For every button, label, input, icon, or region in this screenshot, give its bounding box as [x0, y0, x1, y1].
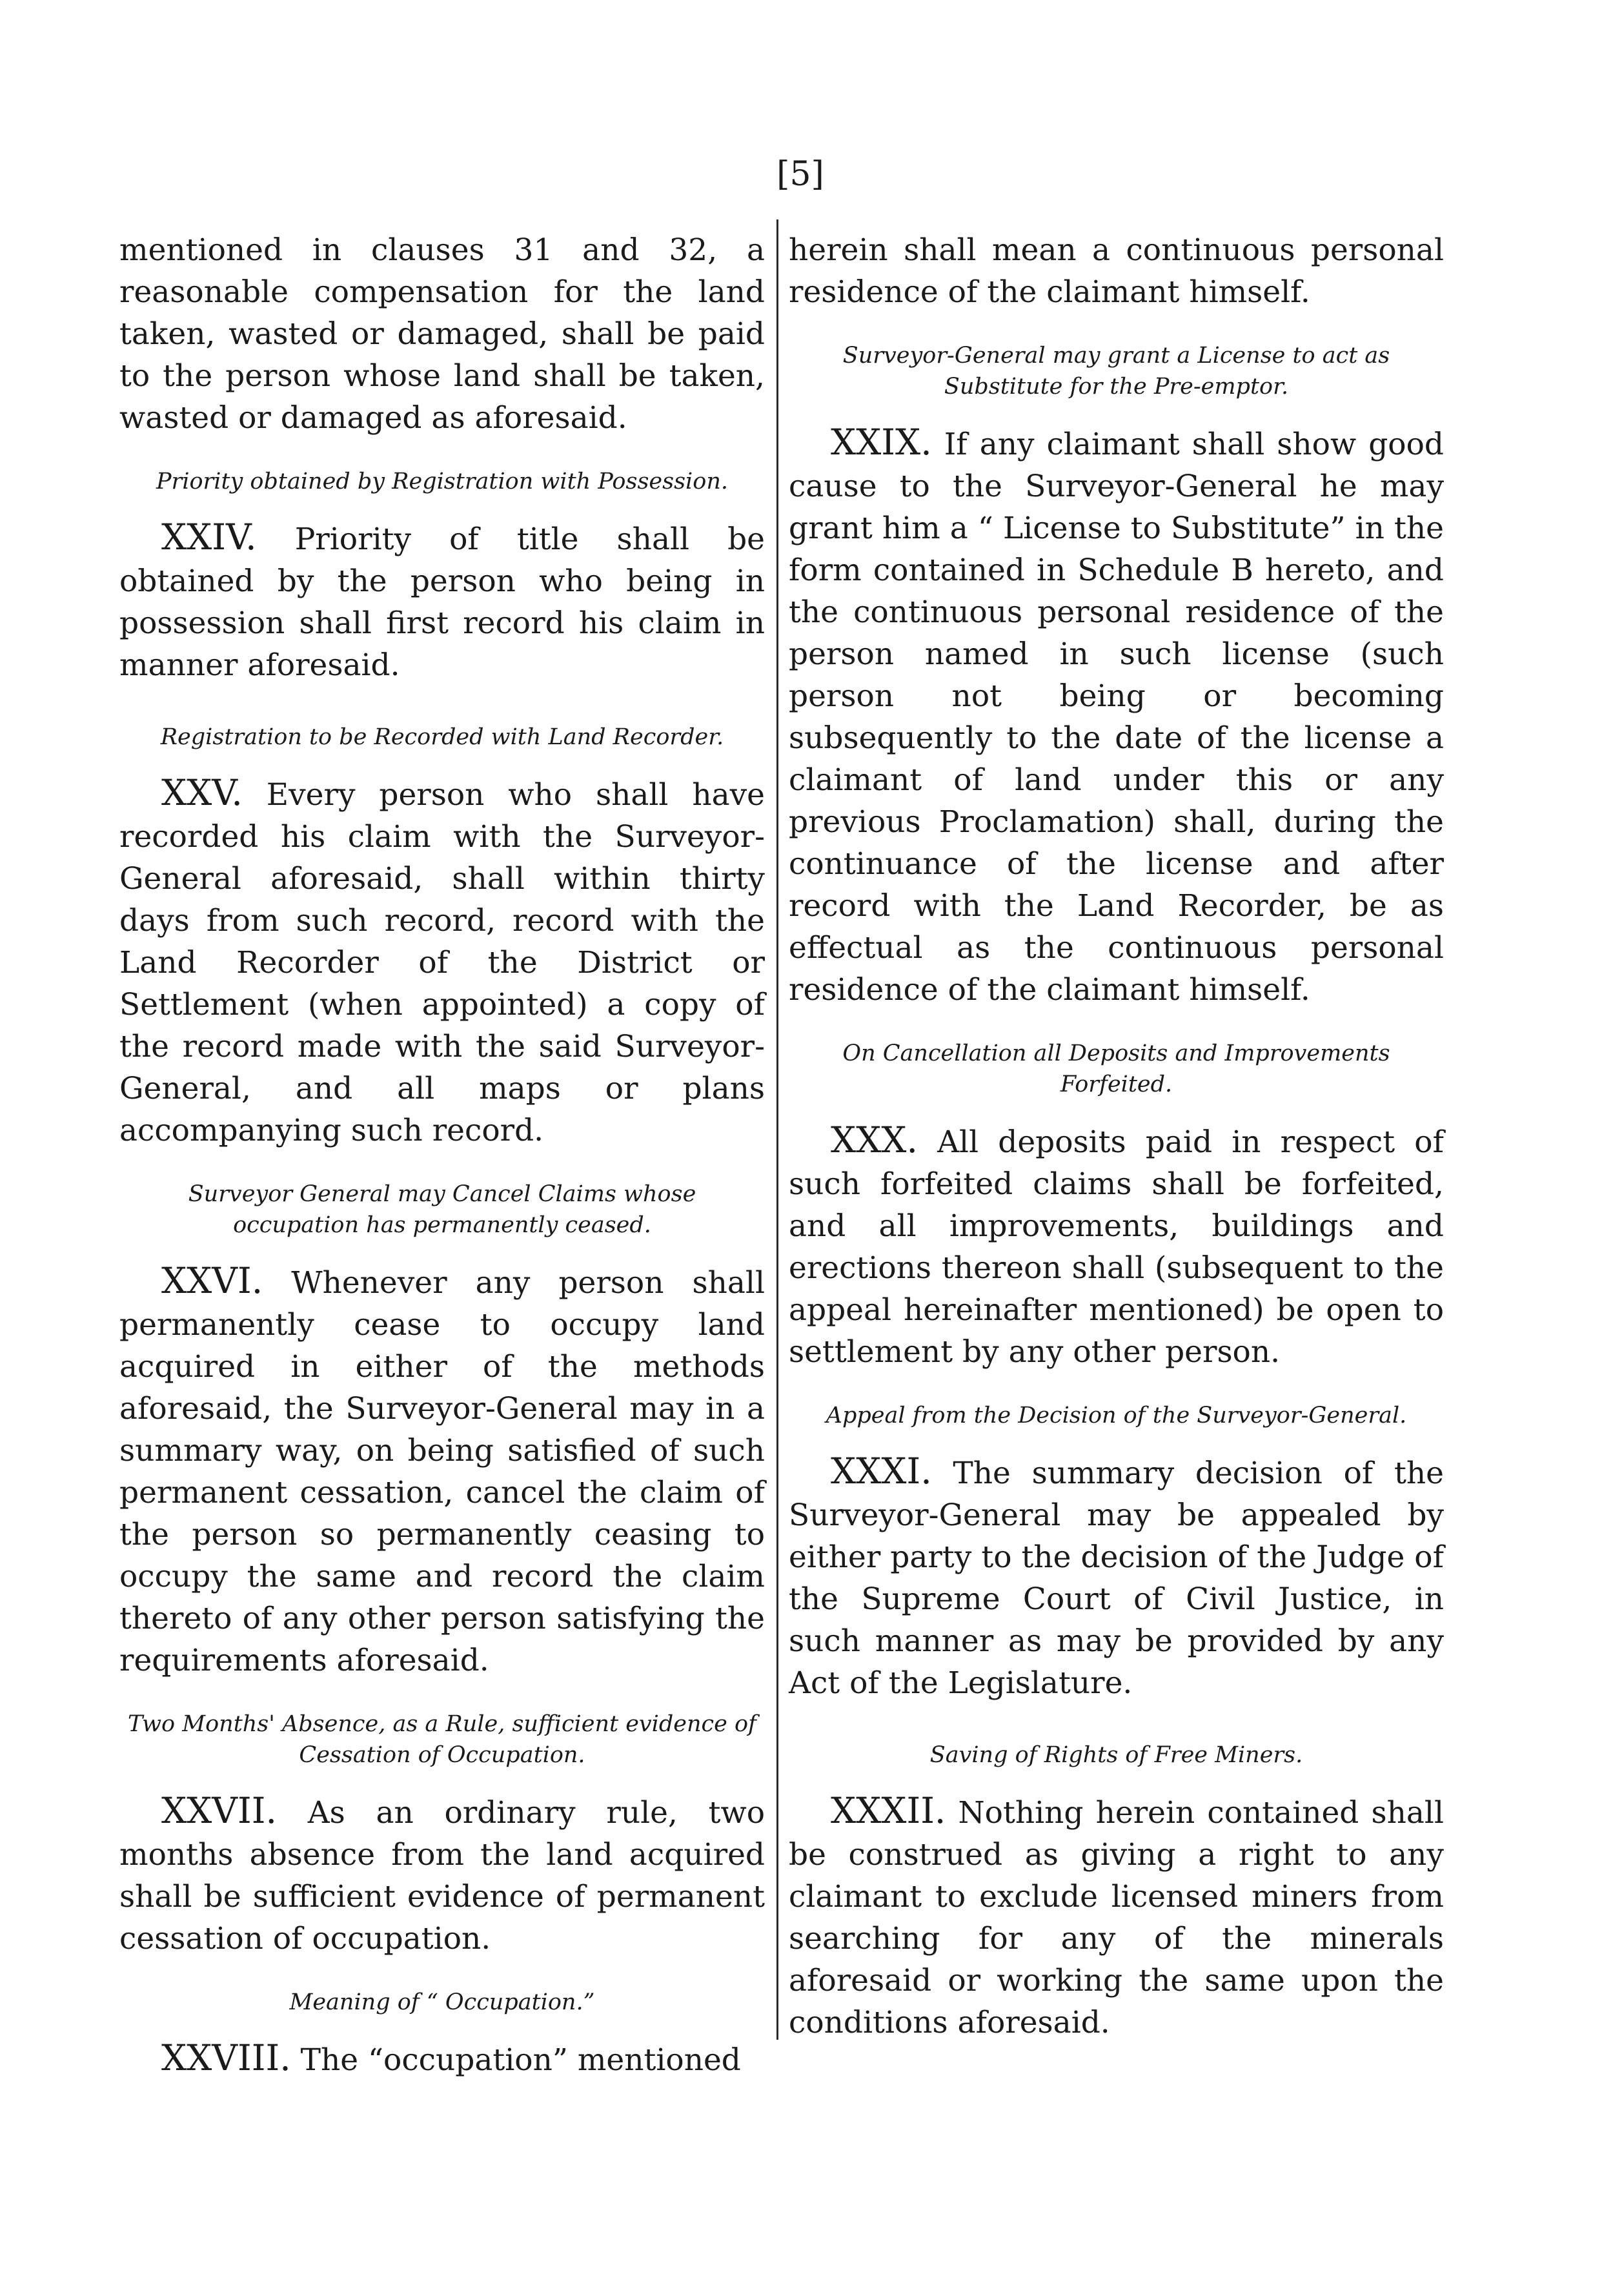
left-column — [119, 229, 765, 2081]
section-xxxii — [789, 1790, 1444, 2044]
section-heading-xxx: On Cancellation all Deposits and Improvements Forfeited. — [842, 1041, 1390, 1097]
section-xxix — [789, 422, 1444, 1011]
section-heading-xxxii: Saving of Rights of Free Miners. — [929, 1742, 1303, 1768]
section-number: XXVII. — [161, 1790, 277, 1831]
section-text: Whenever any person shall permanently cease to occupy land acquired in either of the methods aforesaid, the Surveyor-General may in a summary way, on being satisfied of such permanent cessation, cancel the claim of the person so permanently ceasing to occupy the same and record the claim thereto of any other person satisfying the requirements aforesaid. — [119, 1265, 765, 1678]
left-continuation-text: mentioned in clauses 31 and 32, a reasonable compensation for the land taken, wasted or damaged, shall be paid to the person whose land shall be taken, wasted or damaged as aforesaid. — [119, 232, 765, 436]
section-xxvii — [119, 1790, 765, 1960]
section-number: XXXII. — [831, 1790, 946, 1831]
column-divider — [776, 219, 778, 2040]
section-number: XXIX. — [831, 422, 932, 463]
section-text: The summary decision of the Surveyor-General may be appealed by either party to the decision of the Judge of the Supreme Court of Civil Justice, in such manner as may be provided by any Act of the Legislature. — [789, 1456, 1444, 1701]
section-xxx — [789, 1119, 1444, 1373]
section-text: Nothing herein contained shall be construed as giving a right to any claimant to exclude licensed miners from searching for any of the minerals aforesaid or working the same upon the conditions aforesaid. — [789, 1795, 1444, 2040]
right-continuation-text: herein shall mean a continuous personal residence of the claimant himself. — [789, 232, 1444, 310]
section-xxv — [119, 772, 765, 1152]
section-text: If any claimant shall show good cause to the Surveyor-General he may grant him a “ License to Substitute” in the form contained in Schedule B hereto, and the continuous personal residence of the person named in such license (such person not being or becoming subsequently to the date of the license a claimant of land under this or any previous Proclamation) shall, during the continuance of the license and after record with the Land Recorder, be as effectual as the continuous personal residence of the claimant himself. — [789, 427, 1444, 1008]
section-text: Priority of title shall be obtained by the person who being in possession shall first record his claim in manner aforesaid. — [119, 522, 765, 683]
section-heading-xxxi: Appeal from the Decision of the Surveyor-General. — [826, 1403, 1407, 1428]
section-xxvi — [119, 1260, 765, 1681]
page-number: [5] — [776, 155, 824, 194]
section-number: XXVI. — [161, 1260, 263, 1301]
section-number: XXV. — [161, 772, 243, 813]
section-heading-xxiv: Priority obtained by Registration with Possession. — [156, 469, 728, 494]
section-number: XXVIII. — [161, 2037, 291, 2078]
section-text: Every person who shall have recorded his claim with the Surveyor-General aforesaid, shall within thirty days from such record, record with the Land Recorder of the District or Settlement (when appointed) a copy of the record made with the said Surveyor-General, and all maps or plans accompanying such record. — [119, 777, 765, 1148]
section-text: The “occupation” mentioned — [300, 2042, 741, 2078]
section-text: All deposits paid in respect of such forfeited claims shall be forfeited, and all improvements, buildings and erections thereon shall (subsequent to the appeal hereinafter mentioned) be open to settlement by any other person. — [789, 1124, 1444, 1370]
section-xxiv — [119, 516, 765, 686]
section-heading-xxv: Registration to be Recorded with Land Recorder. — [160, 724, 724, 750]
section-number: XXX. — [831, 1119, 918, 1161]
section-number: XXXI. — [831, 1450, 932, 1492]
section-text: As an ordinary rule, two months absence from the land acquired shall be sufficient evidence of permanent cessation of occupation. — [119, 1795, 765, 1956]
section-heading-xxvii: Two Months' Absence, as a Rule, sufficient evidence of Cessation of Occupation. — [127, 1711, 757, 1768]
right-column — [789, 229, 1444, 2044]
section-heading-xxix: Surveyor-General may grant a License to act as Substitute for the Pre-emptor. — [842, 343, 1390, 400]
section-number: XXIV. — [161, 516, 257, 558]
section-heading-xxviii: Meaning of “ Occupation.” — [289, 1989, 595, 2015]
section-xxviii — [119, 2037, 765, 2081]
section-xxxi — [789, 1450, 1444, 1704]
section-heading-xxvi: Surveyor General may Cancel Claims whose occupation has permanently ceased. — [188, 1181, 696, 1238]
